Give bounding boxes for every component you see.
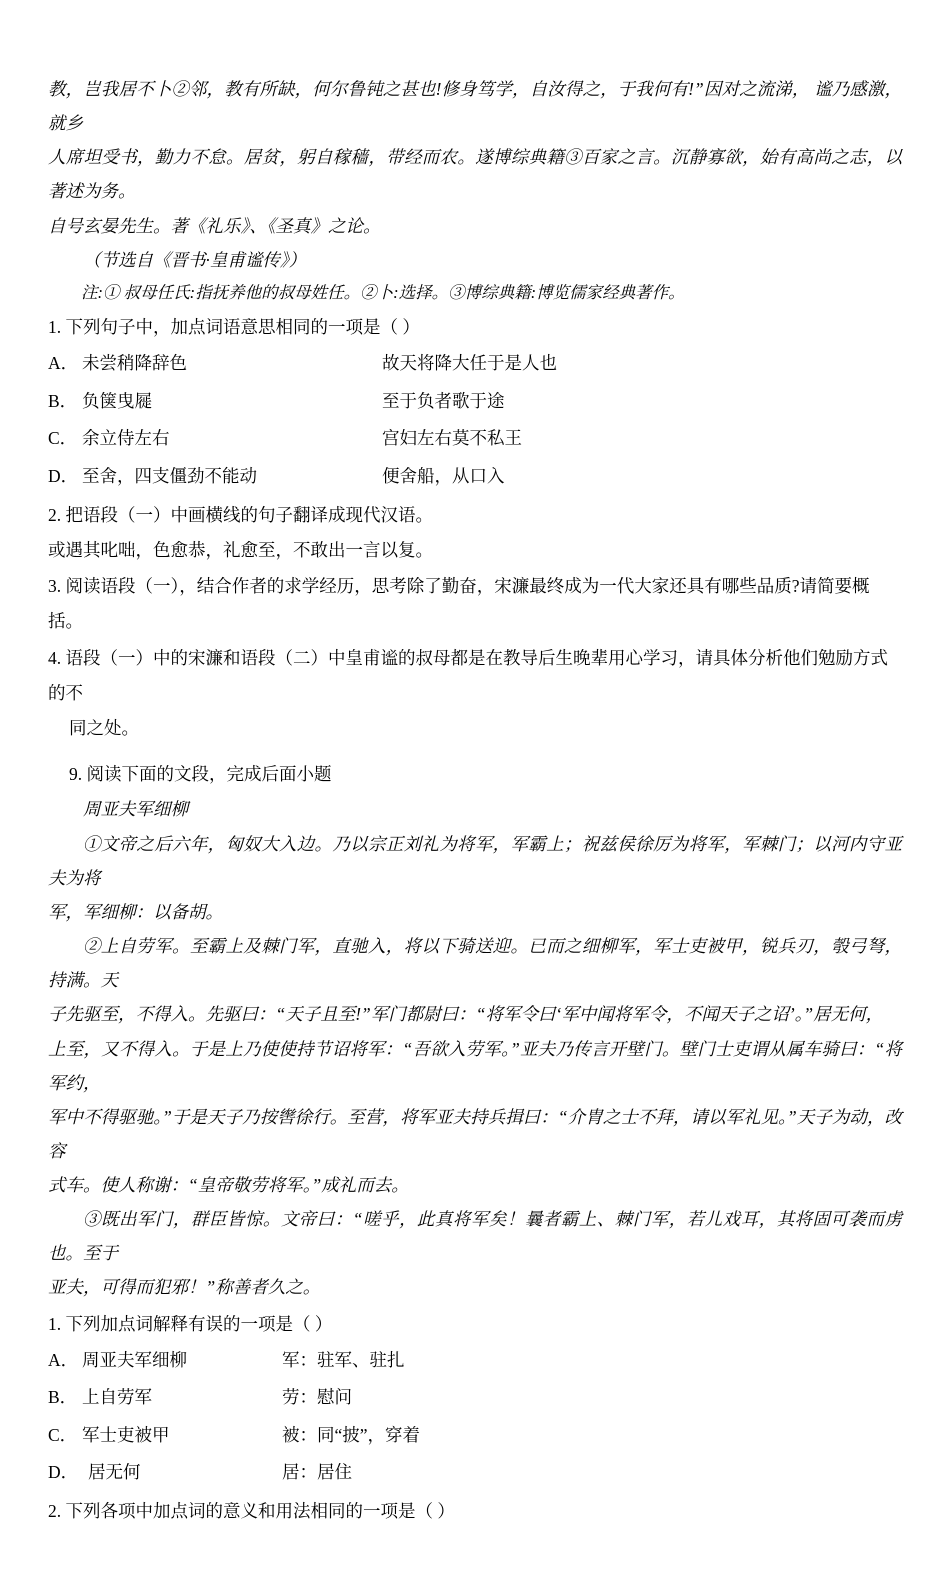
- question-g2-1-number: 1.: [48, 1313, 62, 1334]
- question-2-stem: [48, 498, 902, 533]
- passage-one-tail-line-b: 人席坦受书，勤力不怠。居贫，躬自稼穑，带经而农。遂博综典籍③百家之言。沉静寡欲，始有高尚之志，以著述为务。: [48, 147, 902, 202]
- question-9-text: 阅读下面的文段，完成后面小题: [86, 763, 332, 784]
- question-g2-2-text: 下列各项中加点词的意义和用法相同的一项是（ ）: [65, 1501, 455, 1522]
- option-c-right: 宫妇左右莫不私王: [382, 428, 522, 449]
- passage-two-para-2-line-1: ②上自劳军。至霸上及棘门军，直驰入，将以下骑送迎。已而之细柳军，军士吏被甲，锐兵刃，彀弓弩，持满。天: [48, 936, 902, 991]
- option-b-label: B．: [48, 1387, 78, 1408]
- option-c-label: C．: [48, 428, 78, 449]
- option-b-right: 至于负者歌于途: [382, 390, 505, 411]
- option-b-label: B．: [48, 390, 78, 411]
- passage-two-title: 周亚夫军细柳: [83, 798, 188, 819]
- passage-two-para-3-line-2: 亚夫，可得而犯邪！”称善者久之。: [48, 1277, 321, 1298]
- passage-two-para-2-line-2: 子先驱至，不得入。先驱曰：“天子且至!”军门都尉曰：“将军令曰‘军中闻将军令，不闻天子之诏’。”居无何，: [48, 1004, 884, 1025]
- passage-one-tail-line-a: 教，岂我居不卜②邻，教有所缺，何尔鲁钝之甚也!修身笃学，自汝得之，于我何有!”因对之流涕， 谧乃感激，就乡: [48, 79, 902, 134]
- option-a-left: 周亚夫军细柳: [82, 1349, 187, 1370]
- question-3-text: 阅读语段（一），结合作者的求学经历，思考除了勤奋，宋濂最终成为一代大家还具有哪些品质?请简要概括。: [48, 575, 870, 631]
- passage-two-para-1-line-1: ①文帝之后六年，匈奴大入边。乃以宗正刘礼为将军，军霸上；祝兹侯徐厉为将军，军棘门；以河内守亚夫为将: [48, 833, 902, 888]
- option-d-right: 居：居住: [282, 1462, 352, 1483]
- question-2-number: 2.: [48, 504, 62, 525]
- option-c-left: 余立侍左右: [82, 428, 170, 449]
- question-4-stem-line2: 同之处。: [69, 717, 139, 738]
- question-4-text: 语段（一）中的宋濂和语段（二）中皇甫谧的叔母都是在教导后生晚辈用心学习，请具体分析他们勉励方式的不: [48, 647, 888, 703]
- question-1-number: 1.: [48, 317, 62, 338]
- question-g2-1-option-b[interactable]: [48, 1379, 902, 1417]
- option-c-label: C．: [48, 1424, 78, 1445]
- option-a-right: 军：驻军、驻扎: [282, 1349, 405, 1370]
- question-g2-2-number: 2.: [48, 1501, 62, 1522]
- question-4-number: 4.: [48, 647, 62, 668]
- question-4-stem: [48, 641, 902, 711]
- question-3-stem: [48, 569, 902, 639]
- option-c-left: 军士吏被甲: [82, 1424, 170, 1445]
- question-g2-1-text: 下列加点词解释有误的一项是（ ）: [65, 1313, 333, 1334]
- question-g2-1-option-a[interactable]: [48, 1342, 902, 1380]
- question-3-number: 3.: [48, 575, 62, 596]
- option-b-left: 负箧曳屣: [82, 390, 152, 411]
- passage-two-para-1-line-2: 军，军细柳：以备胡。: [48, 902, 223, 923]
- question-1-option-b[interactable]: [48, 383, 902, 421]
- question-g2-1-stem: [48, 1307, 902, 1342]
- question-9-stem: [48, 757, 902, 792]
- passage-two-para-2-line-5: 式车。使人称谢：“皇帝敬劳将军。”成礼而去。: [48, 1175, 409, 1196]
- option-a-label: A．: [48, 1349, 79, 1370]
- option-c-right: 被：同“披”，穿着: [282, 1424, 421, 1445]
- question-1-text: 下列句子中，加点词语意思相同的一项是（ ）: [65, 317, 420, 338]
- question-1-option-c[interactable]: [48, 420, 902, 458]
- question-g2-1-option-c[interactable]: [48, 1417, 902, 1455]
- option-d-label: D．: [48, 465, 79, 486]
- passage-two-para-3-line-1: ③既出军门，群臣皆惊。文帝曰：“嗟乎，此真将军矣！曩者霸上、棘门军，若儿戏耳，其将固可袭而虏也。至于: [48, 1209, 902, 1264]
- question-1-stem: [48, 310, 902, 345]
- question-9-number: 9.: [69, 763, 83, 784]
- option-d-label: D．: [48, 1462, 79, 1483]
- question-g2-1-option-d[interactable]: [48, 1454, 902, 1492]
- question-1-option-d[interactable]: [48, 458, 902, 496]
- passage-one-source: （节选自《晋书·皇甫谧传》）: [83, 249, 307, 270]
- option-a-left: 未尝稍降辞色: [82, 353, 187, 374]
- option-b-left: 上自劳军: [82, 1387, 152, 1408]
- question-g2-2-stem: [48, 1494, 902, 1529]
- option-d-left: 居无何: [88, 1462, 141, 1483]
- option-a-label: A．: [48, 353, 79, 374]
- question-1-option-a[interactable]: [48, 345, 902, 383]
- passage-one-notes: 注:① 叔母任氏:指抚养他的叔母姓任。②卜:选择。③博综典籍:博览儒家经典著作。: [81, 282, 685, 302]
- passage-two-para-2-line-4: 军中不得驱驰。”于是天子乃按辔徐行。至营，将军亚夫持兵揖曰：“介胄之士不拜，请以军礼见。”天子为动，改容: [48, 1106, 902, 1161]
- option-d-left: 至舍，四支僵劲不能动: [82, 465, 257, 486]
- option-b-right: 劳：慰问: [282, 1387, 352, 1408]
- question-2-body: 或遇其叱咄，色愈恭，礼愈至，不敢出一言以复。: [48, 539, 433, 560]
- question-2-text: 把语段（一）中画横线的句子翻译成现代汉语。: [65, 504, 433, 525]
- option-d-right: 便舍船，从口入: [382, 465, 505, 486]
- passage-one-tail-line-c: 自号玄晏先生。著《礼乐》、《圣真》之论。: [48, 215, 381, 236]
- option-a-right: 故天将降大任于是人也: [382, 353, 557, 374]
- passage-two-para-2-line-3: 上至，又不得入。于是上乃使使持节诏将军：“吾欲入劳军。”亚夫乃传言开壁门。壁门士吏谓从属车骑曰：“将军约，: [48, 1038, 902, 1093]
